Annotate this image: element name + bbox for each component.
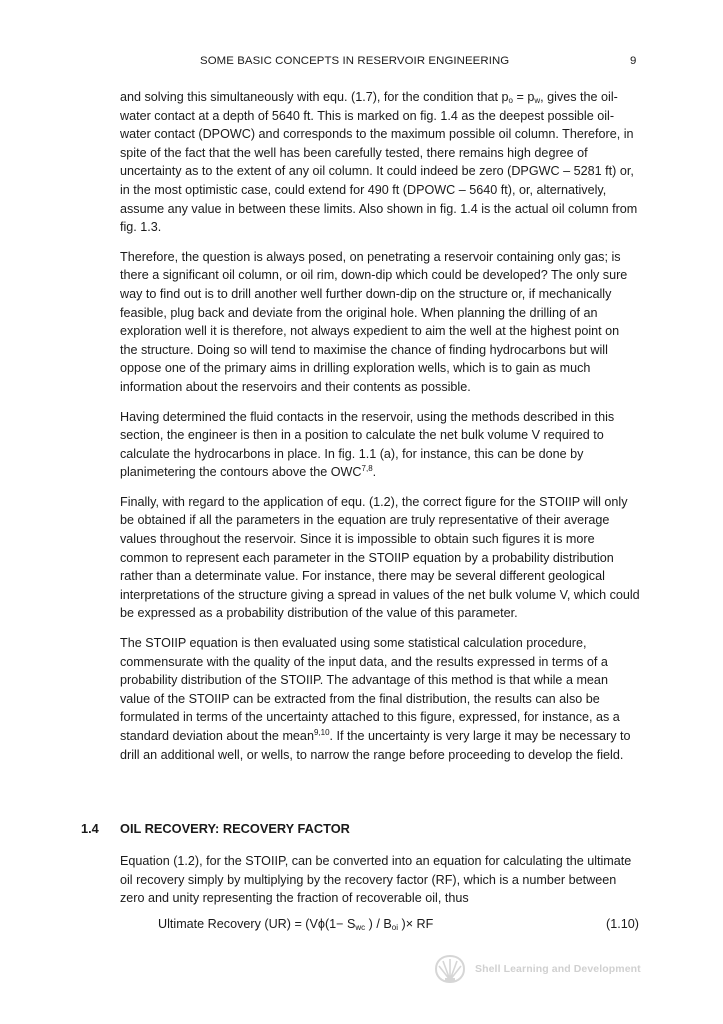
footer-logo-label: Shell Learning and Development	[475, 963, 641, 975]
footer-logo	[433, 954, 641, 984]
shell-pecten-icon	[433, 954, 467, 984]
paragraph-4: Finally, with regard to the application of equ. (1.2), the correct figure for the STOIIP will only be obtained if all the parameters in the equation are truly representative of their average values throughout the reservoir. Since it is impossible to obtain such figures it is more common to represent each parameter in the STOIIP equation by a probability distribution rather than a determinate value. For instance, there may be several different geological interpretations of the structure giving a spread in values of the net bulk volume V, which could be expressed as a probability distribution of the value of this parameter.	[120, 494, 640, 621]
subscript: o	[508, 96, 513, 105]
paragraph-2: Therefore, the question is always posed, on penetrating a reservoir containing only gas; is there a significant oil column, or oil rim, down-dip which could be developed? The only sure way to find out is to drill another well further down-dip on the structure or, if mechanically feasible, plug back and deviate from the original hole. When planning the drilling of an exploration well it is therefore, not always expedient to aim the well at the highest point on the structure. Doing so will tend to maximise the chance of finding hydrocarbons but will oppose one of the primary aims in drilling exploration wells, which is to gain as much information about the reservoirs and their contents as possible.	[120, 249, 628, 394]
paragraph-5: The STOIIP equation is then evaluated using some statistical calculation procedure, commensurate with the quality of the input data, and the results expressed in terms of a probability distribution of the STOIIP. The advantage of this method is that while a mean value of the STOIIP can be extracted from the final distribution, the results can also be formulated in terms of the uncertainty attached to this figure, expressed, for instance, as a standard deviation about the mean$^{9,10}$. If the uncertainty is very large it may be necessary to drill an additional well, or wells, to narrow the range before proceeding to develop the field.	[120, 636, 631, 762]
section-title: OIL RECOVERY: RECOVERY FACTOR	[120, 821, 350, 836]
body-text	[120, 88, 640, 775]
equation-1-10	[158, 917, 638, 931]
paragraph-6: Equation (1.2), for the STOIIP, can be converted into an equation for calculating the ultimate oil recovery simply by multiplying by the recovery factor (RF), which is a number between zero and unity representing the fraction of recoverable oil, thus	[120, 854, 632, 906]
equation-body: Ultimate Recovery $(UR) = (V\phi(1- S_{wc}$ ) / $B_{oi}$ )× RF	[158, 917, 434, 932]
equation-number: (1.10)	[606, 917, 639, 931]
section-number: 1.4	[81, 821, 99, 836]
paragraph-1: and solving this simultaneously with equ. (1.7), for the condition that $p_o = p_w$, gives the oil-water contact at a depth of 5640 ft. This is marked on fig. 1.4 as the deepest possible oil-water contact (DPOWC) and corresponds to the maximum possible oil column. Therefore, in spite of the fact that the well has been carefully tested, there remains high degree of uncertainty as to the extent of any oil column. It could indeed be zero (DPGWC – 5281 ft) or, in the most optimistic case, could extend for 490 ft (DPOWC – 5640 ft), or, alternatively, assume any value in between these limits. Also shown in fig. 1.4 is the actual oil column from fig. 1.3.	[120, 90, 638, 235]
page-number: 9	[630, 55, 637, 67]
paragraph-3: Having determined the fluid contacts in the reservoir, using the methods described in this section, the engineer is then in a position to calculate the net bulk volume V required to calculate the hydrocarbons in place. In fig. 1.1 (a), for instance, this can be done by planimetering the contours above the OWC$^{7,8}$.	[120, 409, 615, 480]
reference-superscript: 7,8	[361, 464, 373, 474]
running-head-title: SOME BASIC CONCEPTS IN RESERVOIR ENGINEERING	[200, 55, 510, 67]
subscript: w	[534, 96, 541, 105]
reference-superscript: 9,10	[313, 728, 330, 737]
